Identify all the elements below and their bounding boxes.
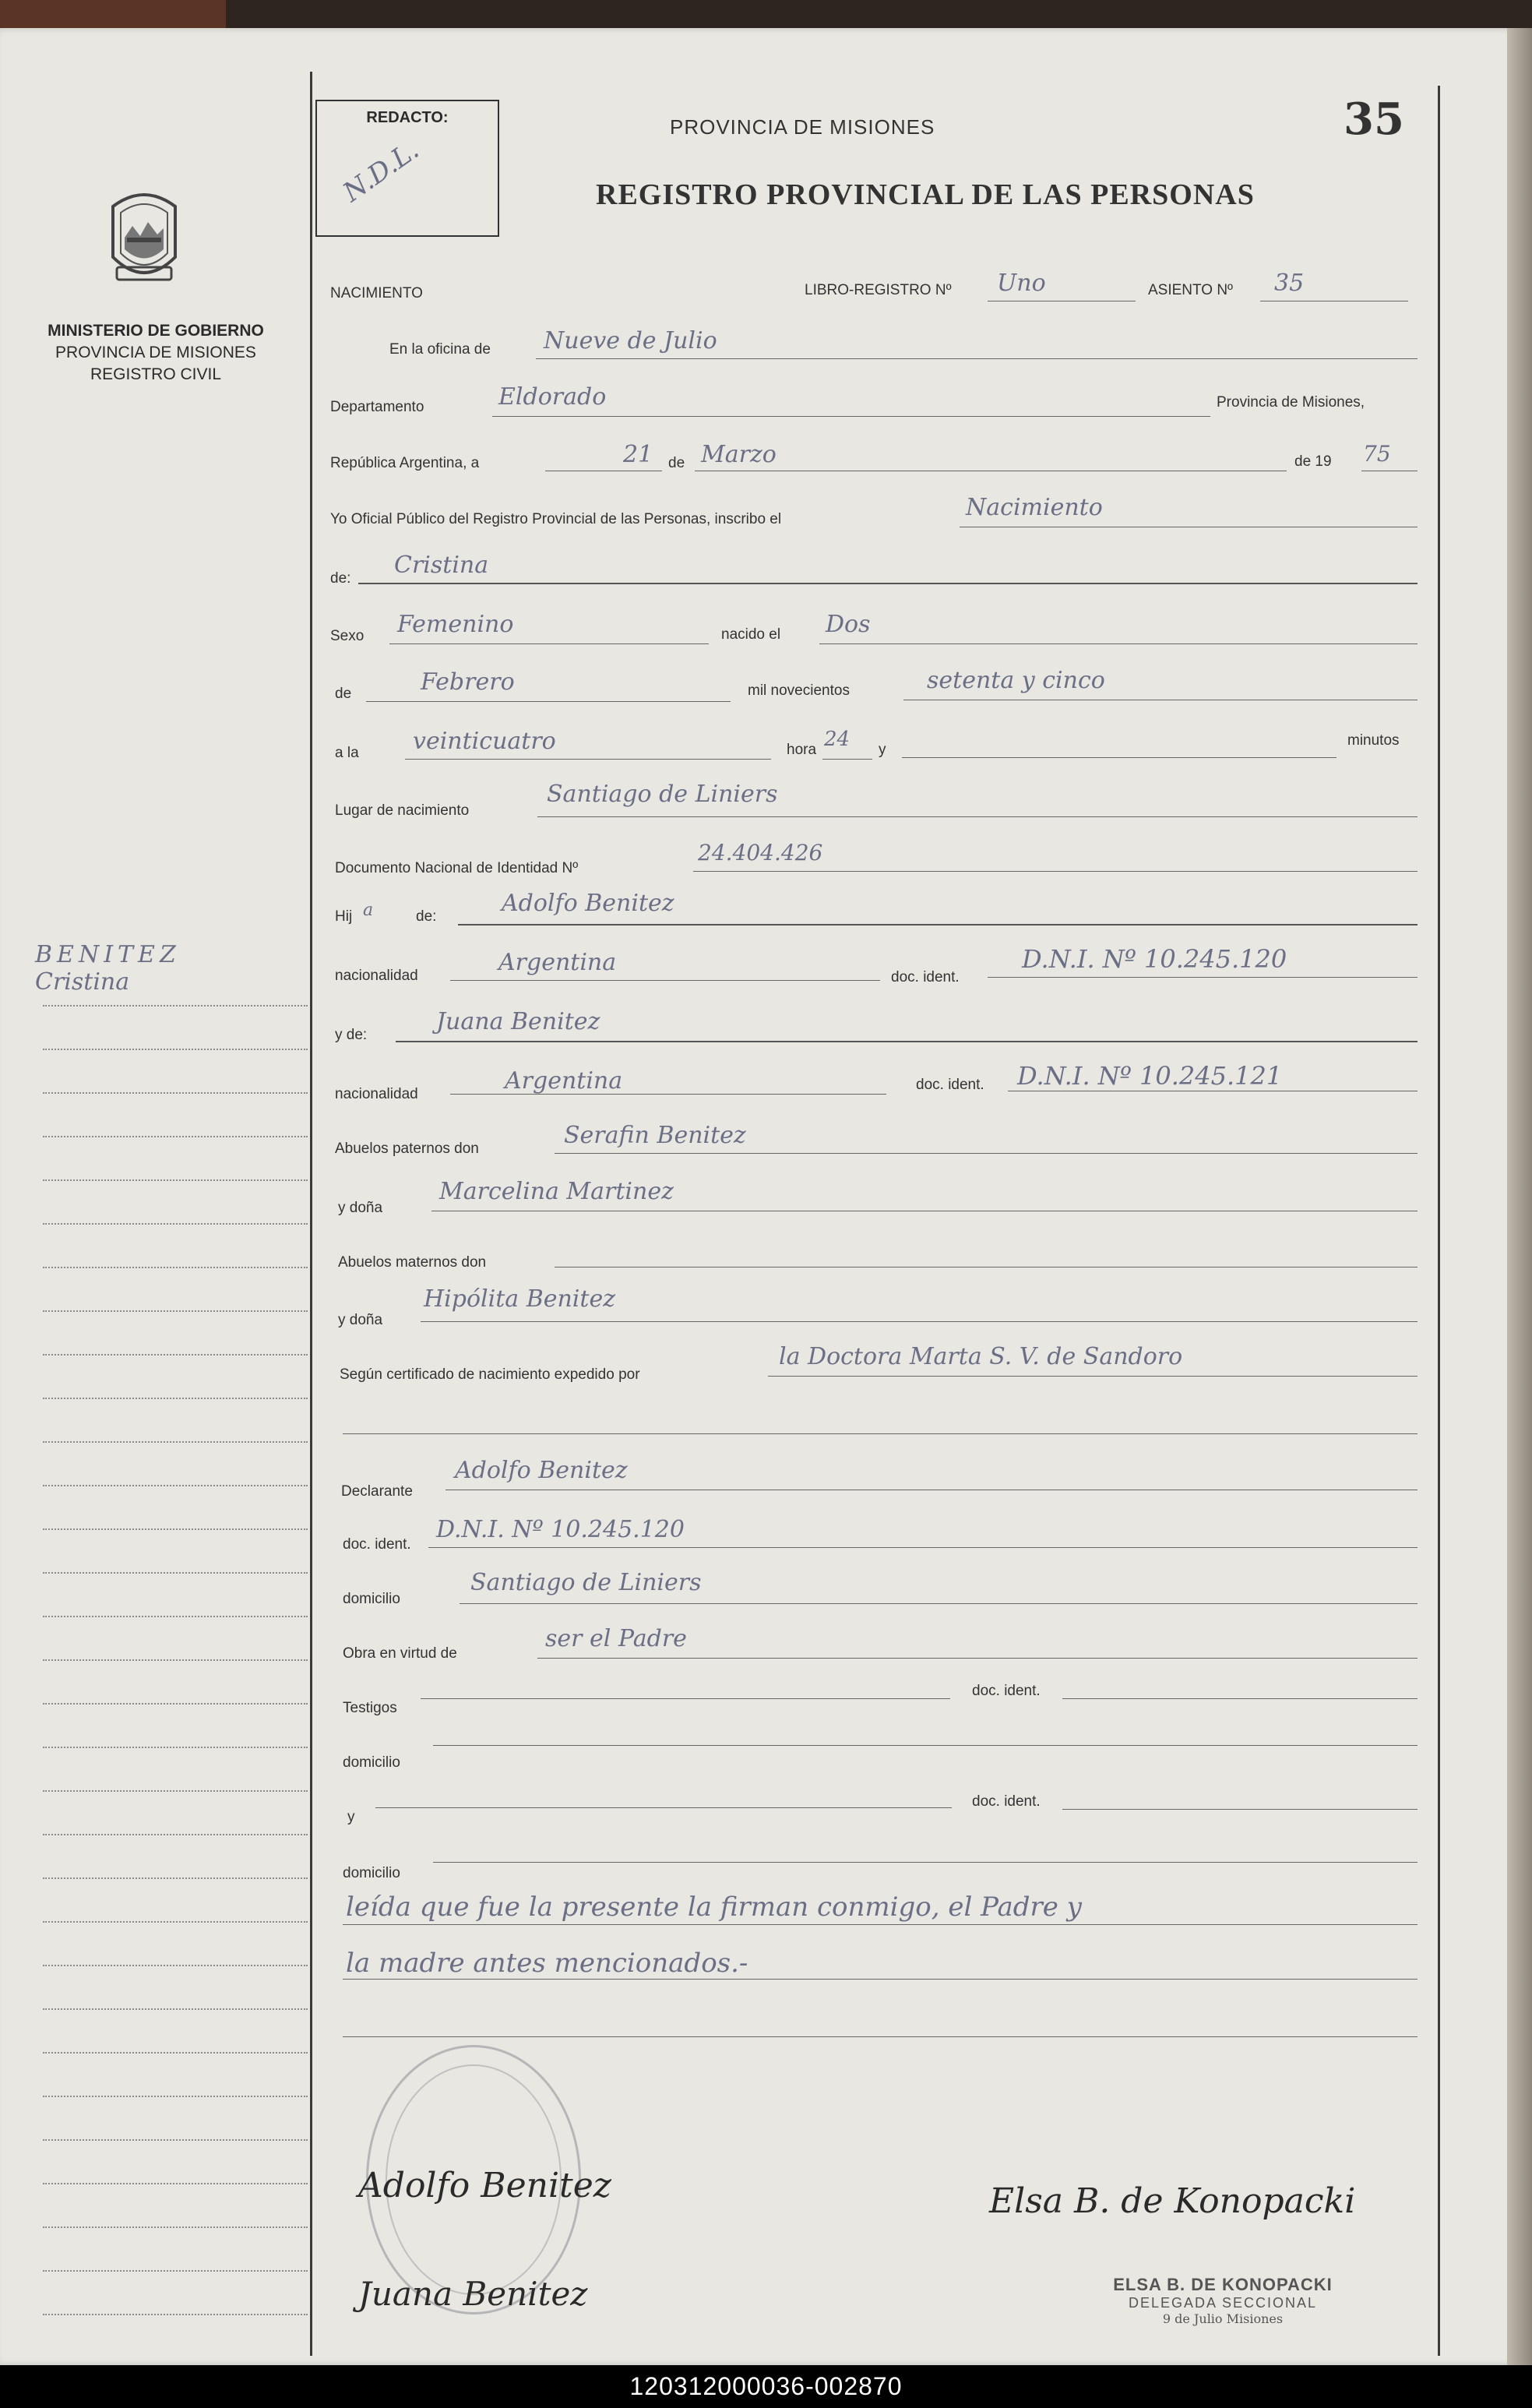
docident5-line	[1062, 1809, 1418, 1810]
margin-dotted-line	[43, 1136, 308, 1137]
docident1-value: D.N.I. Nº 10.245.120	[1022, 944, 1287, 974]
docident1-line	[988, 977, 1418, 978]
declarante-label: Declarante	[341, 1483, 413, 1500]
page-number: 35	[1344, 93, 1404, 145]
margin-dotted-line	[43, 2226, 308, 2228]
margin-dotted-line	[43, 2183, 308, 2184]
person-name: Cristina	[394, 552, 489, 579]
ydona1-label: y doña	[338, 1200, 383, 1216]
nacido-line	[819, 643, 1418, 644]
margin-dotted-line	[43, 1005, 308, 1007]
departamento-label: Departamento	[330, 399, 424, 415]
obra-line	[537, 1658, 1418, 1659]
year-value: 75	[1363, 441, 1391, 467]
lugar-label: Lugar de nacimiento	[335, 802, 470, 819]
stamp-name: ELSA B. DE KONOPACKI	[1113, 2275, 1333, 2294]
year-prefix: de 19	[1294, 453, 1332, 470]
departamento-line	[492, 416, 1210, 417]
certificado-label: Según certificado de nacimiento expedido por	[340, 1366, 640, 1383]
republica-label: República Argentina, a	[330, 455, 480, 471]
y-label: y	[879, 742, 886, 758]
official-name-stamp	[1075, 2275, 1371, 2326]
redacto-value: N.D.L.	[337, 134, 425, 209]
hora-value-line	[822, 759, 872, 760]
margin-dotted-line	[43, 1877, 308, 1879]
sexo-line	[389, 643, 709, 644]
abuelos-m-dona-line	[421, 1321, 1418, 1322]
nota-line1: leída que fue la presente la firman conmigo, el Padre y	[346, 1891, 1082, 1923]
book-top-edge	[0, 0, 1532, 28]
oficial-label: Yo Oficial Público del Registro Provincial de las Personas, inscribo el	[330, 511, 782, 527]
margin-dotted-line	[43, 2052, 308, 2054]
minutos-label: minutos	[1347, 732, 1400, 749]
margin-dotted-line	[43, 1659, 308, 1661]
de2-label: de:	[330, 570, 351, 587]
oficina-line	[536, 358, 1418, 359]
domicilio1-value: Santiago de Liniers	[470, 1569, 702, 1596]
dni-label: Documento Nacional de Identidad Nº	[335, 860, 579, 876]
margin-surname: BENITEZ	[35, 941, 181, 968]
nota-line2: la madre antes mencionados.-	[346, 1948, 748, 1979]
father-name: Adolfo Benitez	[502, 890, 674, 917]
docident4-line	[1062, 1698, 1418, 1699]
birth-month-line	[366, 701, 731, 702]
mother-signature: Juana Benitez	[358, 2275, 588, 2313]
certificado-line2	[343, 1433, 1418, 1434]
oficina-value: Nueve de Julio	[544, 327, 717, 354]
sexo-label: Sexo	[330, 628, 365, 644]
margin-dotted-line	[43, 1049, 308, 1050]
docident5-label: doc. ident.	[972, 1793, 1041, 1810]
birth-year-words: setenta y cinco	[927, 667, 1105, 694]
mother-name: Juana Benitez	[436, 1008, 600, 1035]
redacto-box	[315, 100, 499, 237]
domicilio2-label: domicilio	[343, 1754, 400, 1771]
father-signature: Adolfo Benitez	[358, 2166, 611, 2205]
day-value: 21	[623, 441, 653, 468]
minutos-line	[902, 757, 1337, 758]
asiento-value: 35	[1274, 270, 1305, 297]
nac2-value: Argentina	[505, 1067, 623, 1095]
person-name-line	[358, 583, 1418, 584]
province-seal-logo	[101, 183, 187, 292]
margin-dotted-line	[43, 1747, 308, 1748]
dni-value: 24.404.426	[698, 840, 823, 866]
domicilio1-line	[460, 1603, 1418, 1604]
hora-words: veinticuatro	[413, 728, 556, 755]
margin-dotted-line	[43, 2270, 308, 2272]
margin-dotted-line	[43, 1528, 308, 1530]
y2-label: y	[347, 1809, 355, 1825]
redacto-label: REDACTO:	[366, 109, 449, 126]
margin-dotted-line	[43, 1354, 308, 1356]
margin-dotted-line	[43, 1310, 308, 1312]
book-binding-edge	[1507, 28, 1532, 2365]
nacido-value: Dos	[826, 611, 871, 638]
margin-note	[35, 941, 269, 996]
docident4-label: doc. ident.	[972, 1683, 1041, 1699]
margin-dotted-line	[43, 2139, 308, 2141]
oficial-value: Nacimiento	[966, 494, 1103, 521]
provincia-suffix: Provincia de Misiones,	[1217, 394, 1365, 411]
lugar-line	[537, 816, 1418, 817]
nota-line1-rule	[343, 1924, 1418, 1925]
right-border-line	[1438, 86, 1440, 2356]
book-cover-tab	[0, 0, 226, 28]
ala-label: a la	[335, 745, 359, 761]
docident1-label: doc. ident.	[891, 969, 960, 985]
departamento-value: Eldorado	[498, 383, 607, 411]
margin-divider	[310, 72, 312, 2356]
dni-line	[693, 871, 1418, 872]
abuelos-p-don-line	[555, 1153, 1418, 1154]
hijo-suffix: a	[363, 901, 374, 920]
ministry-line2: PROVINCIA DE MISIONES	[55, 344, 256, 361]
margin-dotted-line	[43, 1179, 308, 1181]
certificado-value: la Doctora Marta S. V. de Sandoro	[779, 1343, 1183, 1370]
asiento-label: ASIENTO Nº	[1148, 282, 1233, 298]
margin-dotted-line	[43, 1223, 308, 1225]
margin-dotted-line	[43, 1398, 308, 1399]
nac1-line	[450, 980, 880, 981]
abuelos-m-dona: Hipólita Benitez	[424, 1285, 616, 1313]
libro-value: Uno	[997, 270, 1046, 297]
domicilio3-line	[433, 1862, 1418, 1863]
margin-dotted-line	[43, 1572, 308, 1574]
birth-month: Febrero	[421, 668, 515, 696]
nac1-label: nacionalidad	[335, 968, 418, 984]
oficina-label: En la oficina de	[389, 341, 491, 358]
certificado-line	[768, 1376, 1418, 1377]
docident2-label: doc. ident.	[916, 1077, 984, 1093]
domicilio2-line	[433, 1745, 1418, 1746]
margin-dotted-line	[43, 1790, 308, 1792]
registry-title: REGISTRO PROVINCIAL DE LAS PERSONAS	[596, 178, 1255, 211]
docident2-value: D.N.I. Nº 10.245.121	[1017, 1061, 1283, 1091]
abuelos-p-don: Serafin Benitez	[564, 1122, 746, 1149]
y2-line	[375, 1807, 952, 1808]
mil-label: mil novecientos	[748, 682, 850, 699]
margin-dotted-line	[43, 1703, 308, 1705]
footer-code: 120312000036-002870	[0, 2365, 1532, 2408]
declarante-value: Adolfo Benitez	[455, 1457, 628, 1484]
domicilio3-label: domicilio	[343, 1865, 400, 1881]
sexo-value: Femenino	[397, 611, 514, 638]
nacido-label: nacido el	[721, 626, 781, 643]
testigos-line	[421, 1698, 950, 1699]
hora-value: 24	[824, 728, 851, 751]
hijo-de-label: de:	[416, 908, 437, 925]
stamp-title: DELEGADA SECCIONAL	[1128, 2295, 1318, 2311]
margin-dotted-line	[43, 1441, 308, 1443]
margin-dotted-line	[43, 1921, 308, 1923]
de-label: de	[668, 455, 685, 471]
hora-label: hora	[787, 742, 817, 758]
docident3-line	[428, 1547, 1418, 1548]
margin-dotted-line	[43, 1965, 308, 1966]
obra-value: ser el Padre	[545, 1625, 687, 1652]
nota-line2-rule	[343, 1979, 1418, 1980]
margin-dotted-line	[43, 1267, 308, 1268]
margin-given-name: Cristina	[35, 968, 130, 996]
libro-label: LIBRO-REGISTRO Nº	[805, 282, 952, 298]
nota-line3-rule	[343, 2036, 1418, 2037]
yde-label: y de:	[335, 1027, 368, 1043]
margin-dotted-line	[43, 2314, 308, 2315]
docident3-value: D.N.I. Nº 10.245.120	[436, 1516, 685, 1543]
official-signature: Elsa B. de Konopacki	[989, 2181, 1356, 2221]
ydona2-label: y doña	[338, 1312, 383, 1328]
abuelos-m-label: Abuelos maternos don	[338, 1254, 487, 1271]
testigos-label: Testigos	[343, 1700, 397, 1716]
margin-dotted-line	[43, 2096, 308, 2097]
stamp-place: 9 de Julio Misiones	[1162, 2311, 1284, 2326]
nac2-label: nacionalidad	[335, 1086, 418, 1102]
father-name-line	[458, 924, 1418, 925]
obra-label: Obra en virtud de	[343, 1645, 457, 1662]
ministry-line1: MINISTERIO DE GOBIERNO	[48, 322, 264, 340]
de3-label: de	[335, 686, 352, 702]
hora-words-line	[405, 759, 771, 760]
margin-dotted-line	[43, 1834, 308, 1835]
month-value: Marzo	[701, 441, 777, 468]
abuelos-p-label: Abuelos paternos don	[335, 1141, 479, 1157]
margin-dotted-line	[43, 1092, 308, 1094]
nac2-line	[450, 1094, 886, 1095]
ministry-line3: REGISTRO CIVIL	[90, 365, 222, 383]
docident3-label: doc. ident.	[343, 1536, 411, 1553]
record-type-label: NACIMIENTO	[330, 285, 423, 301]
nac1-value: Argentina	[498, 949, 617, 976]
province-heading: PROVINCIA DE MISIONES	[670, 115, 935, 139]
margin-dotted-line	[43, 2008, 308, 2010]
hijo-label: Hij	[335, 908, 353, 925]
lugar-value: Santiago de Liniers	[547, 781, 778, 808]
abuelos-p-dona: Marcelina Martinez	[439, 1178, 674, 1205]
mother-name-line	[396, 1041, 1418, 1042]
margin-dotted-line	[43, 1616, 308, 1617]
domicilio1-label: domicilio	[343, 1591, 400, 1607]
margin-dotted-line	[43, 1485, 308, 1486]
ministry-block	[0, 321, 312, 386]
